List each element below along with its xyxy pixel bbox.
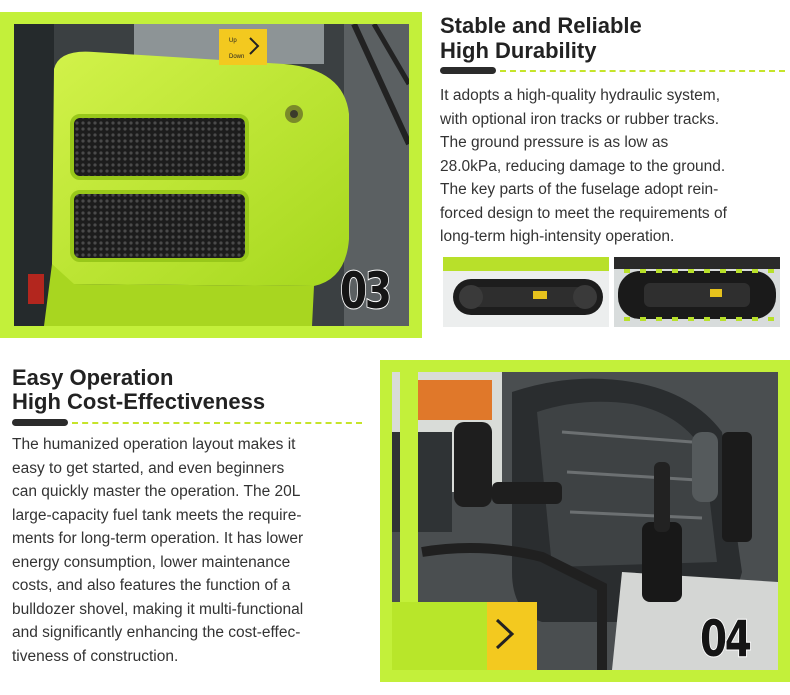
section-number-04: 04 bbox=[700, 610, 750, 668]
section2-body-line: costs, and also features the function of a bbox=[12, 577, 291, 594]
title-underline-dots bbox=[72, 422, 362, 424]
section1-body-line: with optional iron tracks or rubber tracks. bbox=[440, 110, 720, 128]
section2-body-line: bulldozer shovel, making it multi-functional bbox=[12, 600, 304, 618]
section2-body-line: ments for long-term operation. It has lower bbox=[12, 530, 304, 547]
section1-body-line: The key parts of the fuselage adopt rein- bbox=[440, 181, 719, 198]
section2-body-line: and significantly enhancing the cost-effec- bbox=[12, 624, 301, 641]
title-underline-bar bbox=[440, 67, 496, 74]
iron-track-thumbnail bbox=[614, 257, 780, 327]
section1-body-line: long-term high-intensity operation. bbox=[440, 228, 675, 245]
section2-title-line2: High Cost-Effectiveness bbox=[12, 389, 266, 414]
section1-body bbox=[440, 84, 785, 249]
section1-body-line: forced design to meet the requirements of bbox=[440, 204, 727, 222]
section1-body-line: The ground pressure is as low as bbox=[440, 134, 669, 151]
section2-body-line: large-capacity fuel tank meets the require- bbox=[12, 506, 302, 524]
sticker-up-text: Up bbox=[229, 38, 237, 44]
section1-body-line: 28.0kPa, reducing damage to the ground. bbox=[440, 157, 726, 175]
photo-frame-durability bbox=[0, 12, 422, 338]
photo-frame-operation bbox=[380, 360, 790, 682]
sticker-down-text: Down bbox=[229, 54, 245, 60]
section2-title-line1: Easy Operation bbox=[12, 365, 174, 390]
section-number-03: 03 bbox=[340, 262, 390, 320]
section1-title-line2: High Durability bbox=[440, 38, 597, 63]
title-underline-bar bbox=[12, 419, 68, 426]
section2-body-line: can quickly master the operation. The 20L bbox=[12, 483, 301, 500]
title-underline-dots bbox=[500, 70, 785, 72]
section2-body bbox=[12, 433, 372, 668]
section2-body-line: tiveness of construction. bbox=[12, 647, 179, 665]
section2-body-line: energy consumption, lower maintenance bbox=[12, 553, 291, 571]
section1-body-line: It adopts a high-quality hydraulic system, bbox=[440, 87, 720, 104]
section2-body-line: The humanized operation layout makes it bbox=[12, 436, 296, 453]
rubber-track-thumbnail bbox=[443, 257, 609, 327]
section1-title-line1: Stable and Reliable bbox=[440, 13, 642, 38]
section2-body-line: easy to get started, and even beginners bbox=[12, 459, 285, 477]
